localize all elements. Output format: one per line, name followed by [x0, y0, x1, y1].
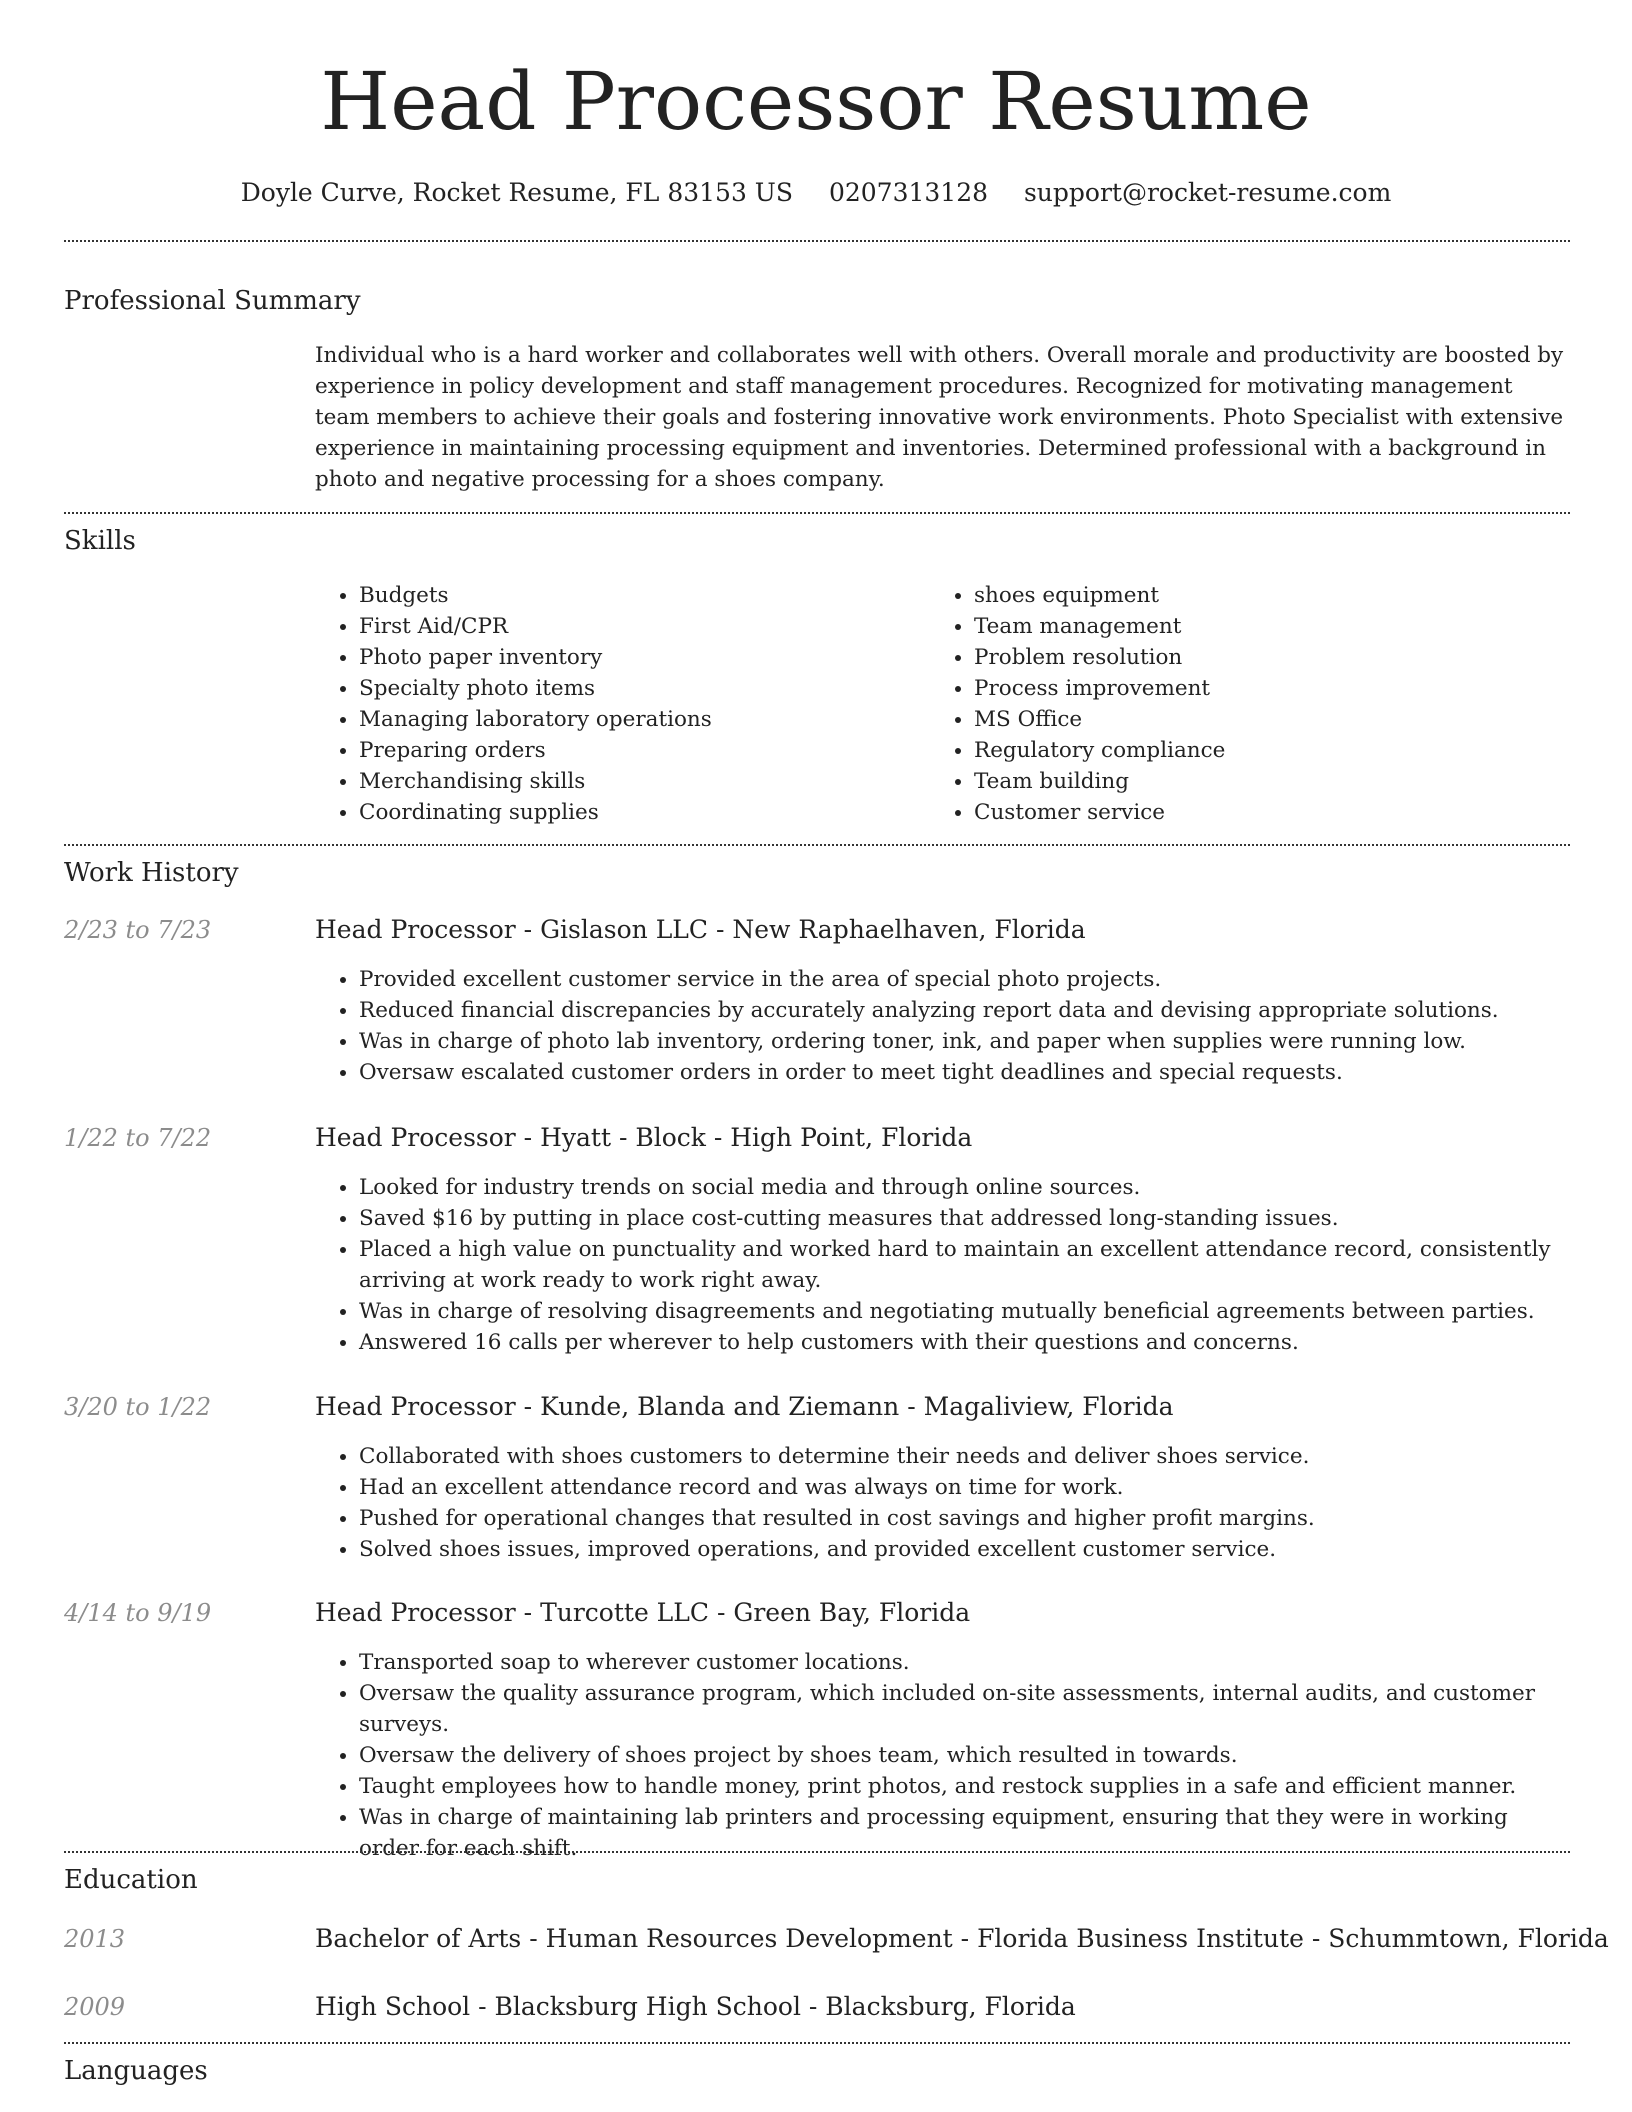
- skills-list-left: [315, 580, 915, 828]
- skills-list-right: [930, 580, 1530, 828]
- list-item: • Merchandising skills: [359, 766, 915, 797]
- list-item: • Transported soap to wherever customer locations.: [359, 1647, 1570, 1678]
- list-item: • shoes equipment: [974, 580, 1530, 611]
- email: support@rocket-resume.com: [1023, 178, 1392, 207]
- job-details: [315, 964, 1570, 1088]
- divider: [64, 512, 1570, 514]
- languages-heading: Languages: [64, 2056, 208, 2086]
- education-year: 2009: [64, 1993, 126, 2021]
- divider: [64, 240, 1570, 242]
- summary-text: Individual who is a hard worker and collaborates well with others. Overall morale and productivity are boosted by experience in policy development and staff management procedures. Recognized for motivating management team members to achieve their goals and fostering innovative work environments. Photo Specialist with extensive experience in maintaining processing equipment and inventories. Determined professional with a background in photo and negative processing for a shoes company.: [315, 343, 1564, 492]
- job-details: [315, 1441, 1570, 1565]
- skills-column-right: [930, 580, 1530, 828]
- education-year: 2013: [64, 1925, 126, 1953]
- list-item: • Process improvement: [974, 673, 1530, 704]
- education-title: High School - Blacksburg High School - Blacksburg, Florida: [315, 1992, 1076, 2021]
- list-item: • Placed a high value on punctuality and worked hard to maintain an excellent attendance record, consistently arriving at work ready to work right away.: [359, 1234, 1570, 1296]
- contact-line: [0, 176, 1632, 210]
- summary-heading: Professional Summary: [64, 286, 361, 316]
- list-item: • Was in charge of maintaining lab printers and processing equipment, ensuring that they were in working order for each shift.: [359, 1802, 1570, 1864]
- list-item: • Managing laboratory operations: [359, 704, 915, 735]
- education-heading: Education: [64, 1865, 198, 1895]
- job-dates: 3/20 to 1/22: [64, 1393, 212, 1421]
- resume-title: Head Processor Resume: [320, 55, 1312, 148]
- list-item: • Answered 16 calls per wherever to help customers with their questions and concerns.: [359, 1327, 1570, 1358]
- list-item: • Coordinating supplies: [359, 797, 915, 828]
- list-item: • Photo paper inventory: [359, 642, 915, 673]
- list-item: • Was in charge of photo lab inventory, ordering toner, ink, and paper when supplies were running low.: [359, 1026, 1570, 1057]
- divider: [64, 844, 1570, 846]
- list-item: • MS Office: [974, 704, 1530, 735]
- job-title: Head Processor - Kunde, Blanda and Ziemann - Magaliview, Florida: [315, 1392, 1174, 1421]
- list-item: • Collaborated with shoes customers to determine their needs and deliver shoes service.: [359, 1441, 1570, 1472]
- job-dates: 2/23 to 7/23: [64, 916, 212, 944]
- job-dates: 1/22 to 7/22: [64, 1124, 212, 1152]
- job-bullets: [315, 1647, 1570, 1864]
- work-heading: Work History: [64, 858, 239, 888]
- list-item: • Budgets: [359, 580, 915, 611]
- job-title: Head Processor - Turcotte LLC - Green Bay, Florida: [315, 1598, 971, 1627]
- job-details: [315, 1647, 1570, 1864]
- list-item: • Saved $16 by putting in place cost-cutting measures that addressed long-standing issues.: [359, 1203, 1570, 1234]
- list-item: • Regulatory compliance: [974, 735, 1530, 766]
- list-item: • Problem resolution: [974, 642, 1530, 673]
- list-item: • Oversaw the delivery of shoes project by shoes team, which resulted in towards.: [359, 1740, 1570, 1771]
- list-item: • Had an excellent attendance record and was always on time for work.: [359, 1472, 1570, 1503]
- list-item: • Was in charge of resolving disagreements and negotiating mutually beneficial agreements between parties.: [359, 1296, 1570, 1327]
- job-dates: 4/14 to 9/19: [64, 1599, 212, 1627]
- job-bullets: [315, 1172, 1570, 1358]
- list-item: • Pushed for operational changes that resulted in cost savings and higher profit margins.: [359, 1503, 1570, 1534]
- list-item: • Team building: [974, 766, 1530, 797]
- skills-heading: Skills: [64, 526, 136, 556]
- job-title: Head Processor - Gislason LLC - New Raphaelhaven, Florida: [315, 915, 1086, 944]
- list-item: • Looked for industry trends on social media and through online sources.: [359, 1172, 1570, 1203]
- skills-column-left: [315, 580, 915, 828]
- list-item: • Preparing orders: [359, 735, 915, 766]
- list-item: • Customer service: [974, 797, 1530, 828]
- divider: [64, 1851, 1570, 1853]
- list-item: • Reduced financial discrepancies by accurately analyzing report data and devising appropriate solutions.: [359, 995, 1570, 1026]
- job-bullets: [315, 964, 1570, 1088]
- list-item: • Solved shoes issues, improved operations, and provided excellent customer service.: [359, 1534, 1570, 1565]
- list-item: • Team management: [974, 611, 1530, 642]
- address: Doyle Curve, Rocket Resume, FL 83153 US: [240, 178, 793, 207]
- divider: [64, 2042, 1570, 2044]
- list-item: • Oversaw escalated customer orders in order to meet tight deadlines and special requests.: [359, 1057, 1570, 1088]
- job-details: [315, 1172, 1570, 1358]
- education-title: Bachelor of Arts - Human Resources Development - Florida Business Institute - Schummtown, Florida: [315, 1924, 1609, 1953]
- list-item: • First Aid/CPR: [359, 611, 915, 642]
- list-item: • Provided excellent customer service in the area of special photo projects.: [359, 964, 1570, 995]
- job-title: Head Processor - Hyatt - Block - High Point, Florida: [315, 1123, 973, 1152]
- list-item: • Taught employees how to handle money, print photos, and restock supplies in a safe and efficient manner.: [359, 1771, 1570, 1802]
- phone: 0207313128: [828, 178, 989, 207]
- job-bullets: [315, 1441, 1570, 1565]
- list-item: • Oversaw the quality assurance program, which included on-site assessments, internal audits, and customer surveys.: [359, 1678, 1570, 1740]
- list-item: • Specialty photo items: [359, 673, 915, 704]
